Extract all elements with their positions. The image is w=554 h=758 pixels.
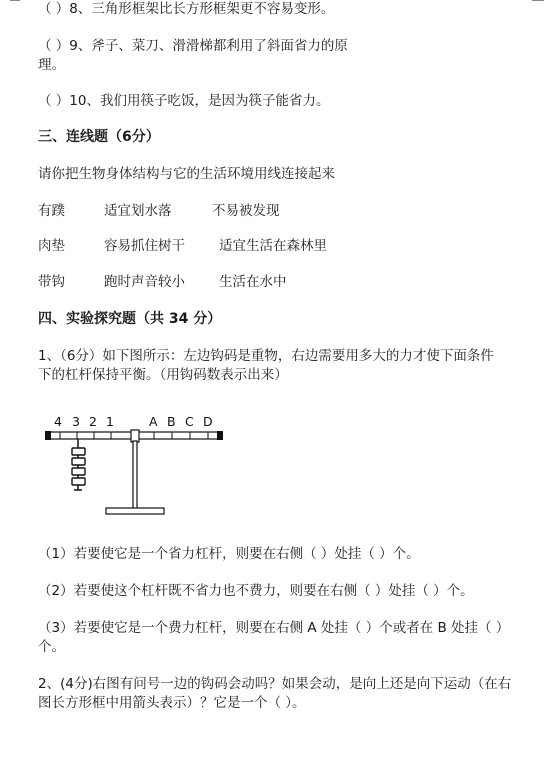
section3-instruction: 请你把生物身体结构与它的生活环境用线连接起来 <box>38 166 335 182</box>
function-item-1: 适宜划水落 <box>104 203 172 219</box>
lever-label-left-4: 4 <box>54 414 62 429</box>
judge-question-10: （ ）10、我们用筷子吃饭，是因为筷子能省力。 <box>38 93 330 109</box>
question1-line2: 下的杠杆保持平衡。（用钩码数表示出来） <box>38 367 288 383</box>
question1-sub2: （2）若要使这个杠杆既不省力也不费力，则要在右侧（ ）处挂（ ）个。 <box>38 583 474 599</box>
lever-label-left-3: 3 <box>72 414 80 429</box>
judge-question-8: （ ）8、三角形框架比长方形框架更不容易变形。 <box>38 1 335 17</box>
judge-question-9-line1: （ ）9、斧子、菜刀、滑滑梯都利用了斜面省力的原 <box>38 38 348 54</box>
structure-item-3: 带钩 <box>38 274 65 290</box>
question1-line1: 1、（6分）如下图所示：左边钩码是重物，右边需要用多大的力才使下面条件 <box>38 348 494 364</box>
lever-label-left-2: 2 <box>89 414 97 429</box>
lever-label-right-b: B <box>167 414 176 429</box>
question2-line1: 2、(4分)右图有问号一边的钩码会动吗？如果会动，是向上还是向下运动（在右 <box>38 676 512 692</box>
judge-question-9-line2: 理。 <box>38 57 65 73</box>
weight-1 <box>72 448 85 455</box>
section3-heading: 三、连线题（6分） <box>38 129 160 145</box>
structure-item-2: 肉垫 <box>38 238 65 254</box>
question1-sub3-line1: （3）若要使它是一个费力杠杆，则要在右侧 A 处挂（ ）个或者在 B 处挂（ ） <box>38 620 510 636</box>
lever-stand <box>106 430 164 514</box>
section4-heading: 四、实验探究题（共 34 分） <box>38 311 222 327</box>
weight-2 <box>72 458 85 465</box>
environment-item-2: 适宜生活在森林里 <box>219 238 327 254</box>
environment-item-3: 生活在水中 <box>219 274 287 290</box>
lever-figure <box>40 410 230 520</box>
function-item-3: 跑时声音较小 <box>104 274 185 290</box>
question1-sub1: （1）若要使它是一个省力杠杆，则要在右侧（ ）处挂（ ）个。 <box>38 546 420 562</box>
question2-line2: 图长方形框中用箭头表示）？它是一个（ ）。 <box>38 695 306 711</box>
structure-item-1: 有蹼 <box>38 203 65 219</box>
function-item-2: 容易抓住树干 <box>104 238 185 254</box>
corner-mark-left <box>10 0 20 1</box>
question1-sub3-line2: 个。 <box>38 639 65 655</box>
hanging-weights <box>72 439 85 490</box>
lever-label-right-a: A <box>149 414 158 429</box>
weight-3 <box>72 468 85 475</box>
environment-item-1: 不易被发现 <box>212 203 280 219</box>
lever-label-right-d: D <box>203 414 213 429</box>
corner-mark-right <box>532 0 544 1</box>
lever-label-right-c: C <box>185 414 194 429</box>
lever-label-left-1: 1 <box>106 414 114 429</box>
weight-4 <box>72 478 85 485</box>
